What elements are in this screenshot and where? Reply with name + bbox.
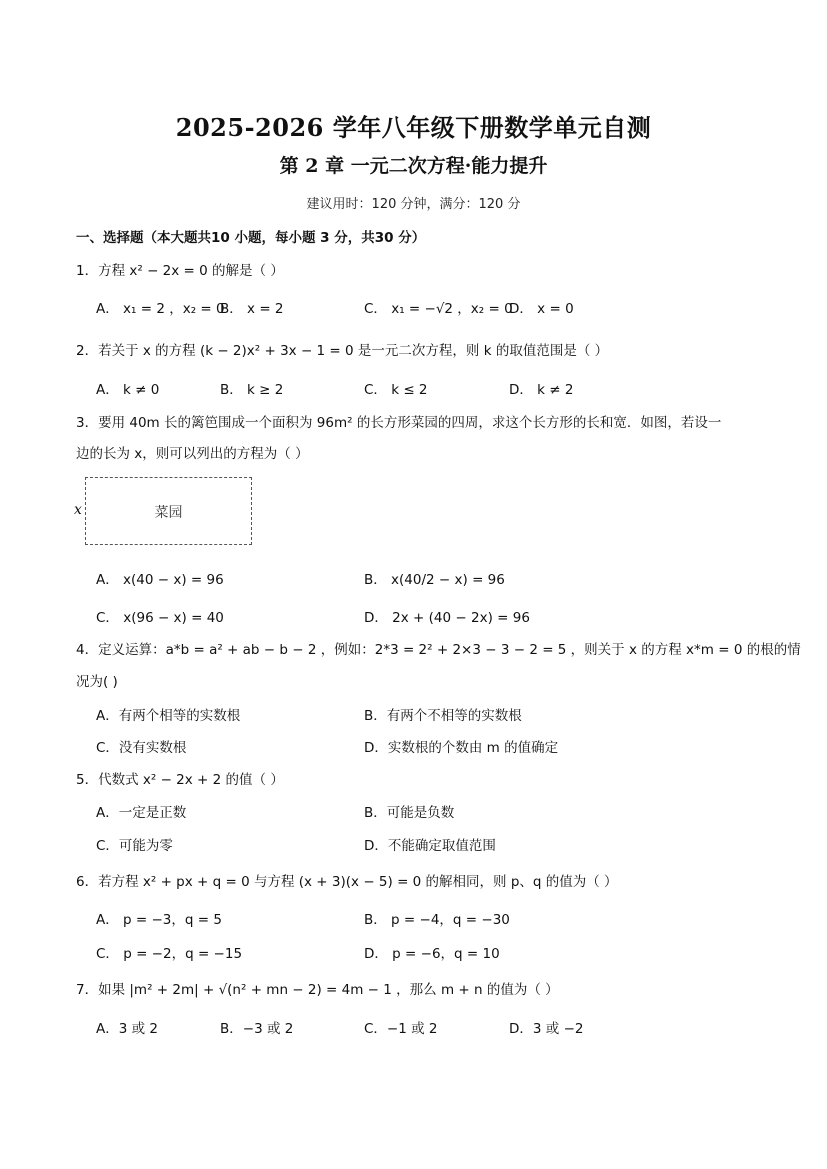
question-2-stem: 2．若关于 x 的方程 (k − 2)x² + 3x − 1 = 0 是一元二次方程，则 k 的取值范围是（ ） bbox=[76, 343, 609, 359]
q1-option-b: B． x = 2 bbox=[220, 301, 284, 317]
question-3-stem-line1: 3．要用 40m 长的篱笆围成一个面积为 96m² 的长方形菜园的四周，求这个长方形的长和宽．如图，若设一 bbox=[76, 415, 722, 431]
q2-option-c: C． k ≤ 2 bbox=[364, 382, 428, 398]
question-1-stem: 1．方程 x² − 2x = 0 的解是（ ） bbox=[76, 263, 284, 279]
q6-option-a: A． p = −3，q = 5 bbox=[96, 912, 222, 928]
q3-option-c: C． x(96 − x) = 40 bbox=[96, 610, 224, 626]
question-4-stem-line2: 况为( ) bbox=[76, 674, 118, 690]
time-score-note: 建议用时：120 分钟，满分：120 分 bbox=[306, 197, 521, 212]
q1-option-c: C． x₁ = −√2 ，x₂ = 0 bbox=[364, 301, 513, 317]
q2-option-d: D． k ≠ 2 bbox=[509, 382, 574, 398]
document-title: 2025-2026 学年八年级下册数学单元自测 bbox=[175, 113, 652, 142]
q1-option-a: A． x₁ = 2 ，x₂ = 0 bbox=[96, 301, 225, 317]
question-6-stem: 6．若方程 x² + px + q = 0 与方程 (x + 3)(x − 5) = 0 的解相同，则 p、q 的值为（ ） bbox=[76, 874, 618, 890]
q6-option-b: B． p = −4，q = −30 bbox=[364, 912, 510, 928]
q4-option-d: D．实数根的个数由 m 的值确定 bbox=[364, 740, 559, 756]
q5-option-c: C．可能为零 bbox=[96, 838, 173, 854]
q4-option-a: A．有两个相等的实数根 bbox=[96, 708, 241, 724]
question-4-stem-line1: 4．定义运算：a*b = a² + ab − b − 2 ，例如：2*3 = 2² + 2×3 − 3 − 2 = 5 ，则关于 x 的方程 x*m = 0 的根的情 bbox=[76, 642, 801, 658]
q6-option-c: C． p = −2，q = −15 bbox=[96, 946, 243, 962]
garden-label: 菜园 bbox=[154, 505, 183, 521]
q7-option-a: A．3 或 2 bbox=[96, 1021, 158, 1037]
q1-option-d: D． x = 0 bbox=[509, 301, 574, 317]
q7-option-b: B．−3 或 2 bbox=[220, 1021, 294, 1037]
question-3-stem-line2: 边的长为 x，则可以列出的方程为（ ） bbox=[76, 446, 309, 462]
q4-option-b: B．有两个不相等的实数根 bbox=[364, 708, 522, 724]
q3-option-d: D． 2x + (40 − 2x) = 96 bbox=[364, 610, 530, 626]
q6-option-d: D． p = −6，q = 10 bbox=[364, 946, 500, 962]
q3-option-b: B． x(40/2 − x) = 96 bbox=[364, 572, 505, 588]
q5-option-b: B．可能是负数 bbox=[364, 805, 455, 821]
chapter-title: 第 2 章 一元二次方程·能力提升 bbox=[279, 155, 548, 177]
q5-option-d: D．不能确定取值范围 bbox=[364, 838, 496, 854]
question-5-stem: 5．代数式 x² − 2x + 2 的值（ ） bbox=[76, 772, 284, 788]
q5-option-a: A．一定是正数 bbox=[96, 805, 187, 821]
section-heading: 一、选择题（本大题共10 小题，每小题 3 分，共30 分） bbox=[76, 230, 426, 246]
garden-figure bbox=[85, 477, 252, 545]
q7-option-d: D．3 或 −2 bbox=[509, 1021, 584, 1037]
question-7-stem: 7．如果 |m² + 2m| + √(n² + mn − 2) = 4m − 1 ，那么 m + n 的值为（ ） bbox=[76, 982, 559, 998]
q7-option-c: C．−1 或 2 bbox=[364, 1021, 438, 1037]
q2-option-a: A． k ≠ 0 bbox=[96, 382, 160, 398]
q2-option-b: B． k ≥ 2 bbox=[220, 382, 284, 398]
q4-option-c: C．没有实数根 bbox=[96, 740, 187, 756]
q3-option-a: A． x(40 − x) = 96 bbox=[96, 572, 224, 588]
figure-variable-label: x bbox=[74, 502, 82, 518]
